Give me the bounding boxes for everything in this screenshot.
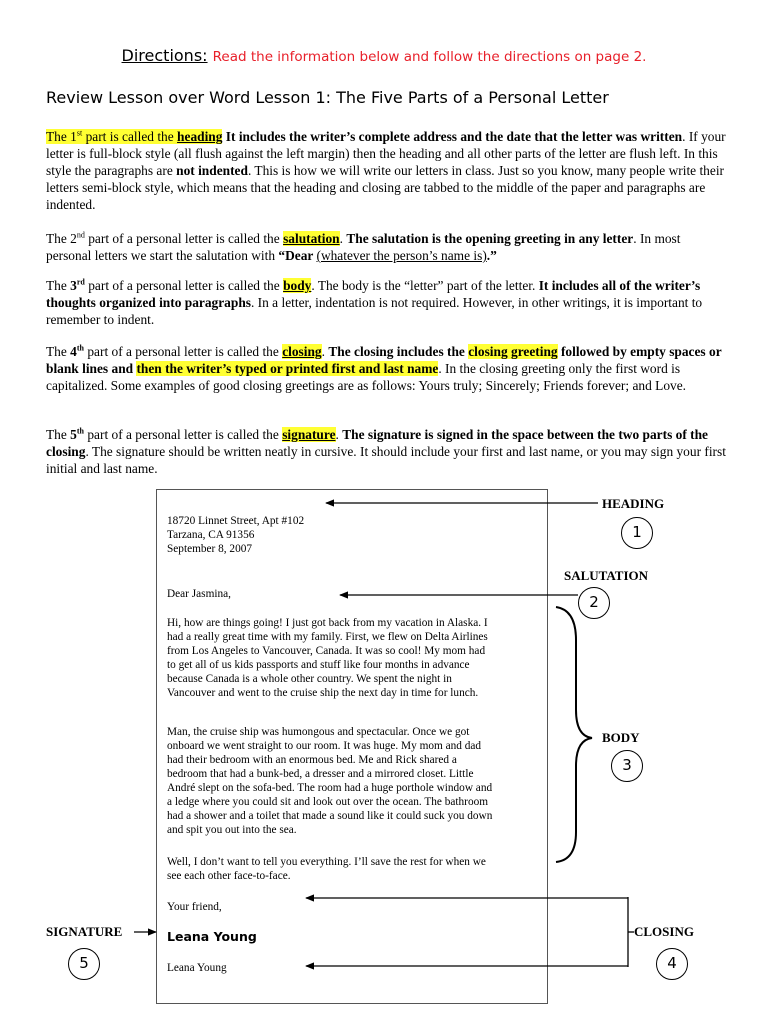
p1-a: The 1: [46, 129, 77, 144]
letter-body-line: Well, I don’t want to tell you everything. I’ll save the rest for when we: [167, 856, 486, 868]
p1-sup: st: [76, 128, 83, 138]
p1-f: . This is how we will write our letters in class. Just so you know, many people write their letters semi-block style, which means that the heading and closing are tabbed to the middle of the paper and paragraphs are indented.: [46, 163, 724, 212]
letter-body-line: Vancouver and went to the cruise ship the next day in time for lunch.: [167, 687, 479, 699]
number-circle-3: 3: [611, 750, 643, 782]
p4-f: followed by empty spaces or blank lines and: [46, 344, 722, 376]
p5-e: . The signature should be written neatly in cursive. It should include your first and last name, or you may sign your first initial and last name.: [46, 444, 726, 476]
p3-b: part of a personal letter is called the: [84, 278, 284, 293]
p4-e: closing greeting: [468, 344, 558, 359]
p5-num: 5: [70, 427, 77, 442]
number-circle-5: 5: [68, 948, 100, 980]
label-heading: HEADING: [602, 496, 665, 511]
letter-closing-greeting: Your friend,: [167, 901, 222, 913]
label-closing: CLOSING: [634, 924, 694, 939]
letter-body-line: had a really great time with my family. First, we flew on Delta Airlines: [167, 631, 488, 643]
p4-h: . In the closing greeting only the first word is capitalized. Some examples of good closing greetings are as follows: Yours truly; Sincerely; Friends forever; and Love.: [46, 361, 686, 393]
letter-body-line: had their bedroom with an enormous bed. Me and Rick shared a: [167, 754, 457, 766]
p3-c: . The body is the “letter” part of the letter.: [311, 278, 539, 293]
letter-body-line: from Los Angeles to Vancouver, Canada. It was so cool! My mom had: [167, 645, 486, 657]
letter-body-line: had a shower and a toilet that made a sound like it could suck you down: [167, 810, 493, 822]
p2-f: “Dear: [278, 248, 317, 263]
p4-sup: th: [76, 343, 84, 353]
number-circle-1: 1: [621, 517, 653, 549]
p4-num: 4: [70, 344, 77, 359]
number-circle-2: 2: [578, 587, 610, 619]
letter-body-line: onboard we went straight to our room. It was huge. My mom and dad: [167, 740, 482, 752]
number-circle-4: 4: [656, 948, 688, 980]
p3-a: The: [46, 278, 71, 293]
p2-e: . In most personal letters we start the salutation with: [46, 231, 681, 263]
term-closing: closing: [282, 344, 322, 359]
letter-body-line: Hi, how are things going! I just got back from my vacation in Alaska. I: [167, 617, 488, 629]
page-title: Review Lesson over Word Lesson 1: The Five Parts of a Personal Letter: [46, 88, 609, 107]
directions-text: Read the information below and follow the directions on page 2.: [212, 49, 647, 65]
letter-salutation: Dear Jasmina,: [167, 588, 231, 600]
letter-typed-name: Leana Young: [167, 962, 227, 974]
letter-body-line: to get all of us kids passports and stuff like four months in advance: [167, 659, 470, 671]
p3-num: 3: [70, 278, 77, 293]
label-salutation: SALUTATION: [564, 568, 649, 583]
p2-a: The 2: [46, 231, 77, 246]
p2-sup: nd: [76, 230, 85, 240]
directions-label: Directions:: [121, 46, 208, 65]
p3-e: . In a letter, indentation is not required. However, in other writings, it is important to remember to indent.: [46, 295, 703, 327]
letter-body-line: André slept on the sofa-bed. The room had a huge porthole window and: [167, 782, 493, 794]
p4-c: .: [321, 344, 329, 359]
p4-a: The: [46, 344, 71, 359]
p1-e: not indented: [176, 163, 248, 178]
p2-d: The salutation is the opening greeting in any letter: [346, 231, 634, 246]
p3-sup: rd: [76, 277, 85, 287]
term-salutation: salutation: [283, 231, 340, 246]
term-heading: heading: [177, 129, 223, 144]
term-body: body: [283, 278, 312, 293]
p4-b: part of a personal letter is called the: [84, 344, 283, 359]
p5-d: The signature is signed in the space between the two parts of the closing: [46, 427, 708, 459]
letter-body-line: because Canada is a whole other country. We spent the night in: [167, 673, 452, 685]
p4-g: then the writer’s typed or printed first and last name: [136, 361, 439, 376]
letter-body-line: a ledge where you could sit and look out over the ocean. The bathroom: [167, 796, 489, 808]
p1-b: part is called the: [82, 129, 178, 144]
p2-c: .: [339, 231, 347, 246]
label-signature: SIGNATURE: [46, 924, 123, 939]
label-body: BODY: [602, 730, 640, 745]
letter-heading-line: September 8, 2007: [167, 543, 253, 555]
letter-body-line: Man, the cruise ship was humongous and spectacular. Once we got: [167, 726, 470, 738]
p1-d: . If your letter is full-block style (all flush against the left margin) then the heading and all other parts of the letter are flush left. In this style the paragraphs are: [46, 129, 726, 178]
letter-heading-line: 18720 Linnet Street, Apt #102: [167, 515, 305, 527]
p2-b: part of a personal letter is called the: [84, 231, 284, 246]
p5-sup: th: [76, 426, 84, 436]
term-signature: signature: [282, 427, 336, 442]
p4-d: The closing includes the: [328, 344, 469, 359]
letter-body-line: bedroom that had a bunk-bed, a dresser and a mirrored closet. Little: [167, 768, 474, 780]
p5-a: The: [46, 427, 71, 442]
p2-g: (whatever the person’s name is): [316, 248, 487, 263]
p5-c: .: [335, 427, 343, 442]
p1-c: It includes the writer’s complete address and the date that the letter was written: [222, 129, 683, 144]
letter-body-line: and spit you out into the sea.: [167, 824, 297, 836]
body-brace: [556, 607, 592, 862]
letter-body-line: see each other face-to-face.: [167, 870, 291, 882]
p2-h: .”: [486, 248, 497, 263]
p5-b: part of a personal letter is called the: [84, 427, 283, 442]
letter-signature: Leana Young: [167, 929, 257, 944]
letter-heading-line: Tarzana, CA 91356: [167, 529, 255, 541]
p3-d: It includes all of the writer’s thoughts organized into paragraphs: [46, 278, 701, 310]
